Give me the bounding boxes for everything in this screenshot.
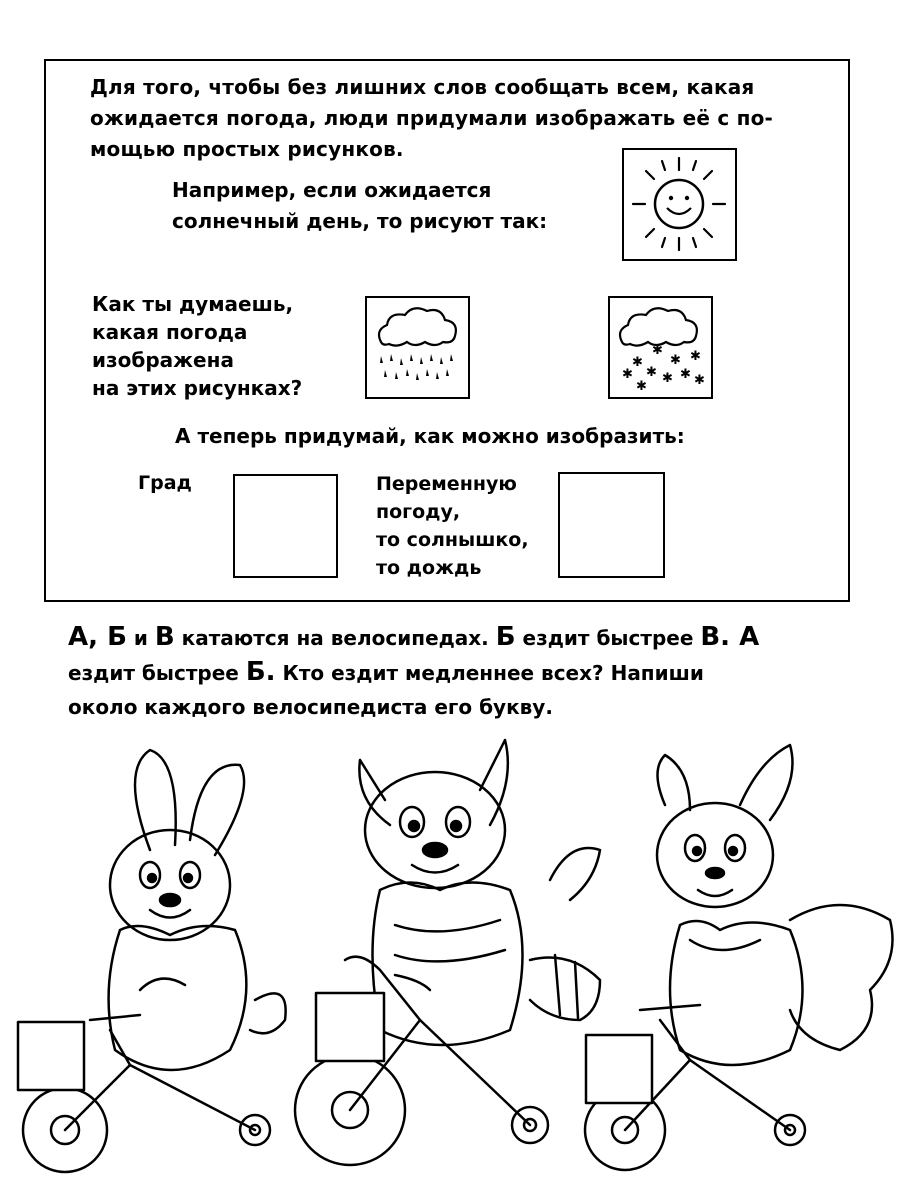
snow-picture xyxy=(608,296,713,399)
svg-text:✱: ✱ xyxy=(694,373,705,388)
now-invent-text: А теперь придумай, как можно изобразить: xyxy=(175,424,685,448)
variable-weather-drawing-box[interactable] xyxy=(558,472,665,578)
intro-line-3: мощью простых рисунков. xyxy=(90,137,404,161)
bunny-answer-box[interactable] xyxy=(18,1022,84,1090)
svg-text:✱: ✱ xyxy=(632,355,643,370)
puzzle-text-3: ездит быстрее xyxy=(68,661,246,685)
variable-weather-text xyxy=(376,470,529,582)
puzzle-line-2 xyxy=(68,655,838,690)
example-line-2: солнечный день, то рисуют так: xyxy=(172,209,548,233)
example-line-1: Например, если ожидается xyxy=(172,178,492,202)
svg-text:✱: ✱ xyxy=(622,367,633,382)
sun-example-text xyxy=(172,175,547,237)
and-word: и xyxy=(126,626,155,650)
cyclists-illustration xyxy=(0,730,907,1190)
weather-question-text xyxy=(92,290,302,402)
hail-drawing-box[interactable] xyxy=(233,474,338,578)
sun-icon xyxy=(624,150,735,259)
intro-line-2: ожидается погода, люди придумали изображать её с по- xyxy=(90,106,774,130)
hail-label: Град xyxy=(138,472,192,494)
puzzle-text-1: катаются на велосипедах. xyxy=(174,626,496,650)
variable-line-4: то дождь xyxy=(376,557,482,579)
variable-line-3: то солнышко, xyxy=(376,529,529,551)
letter-v: В xyxy=(154,622,175,652)
intro-line-1: Для того, чтобы без лишних слов сообщать всем, какая xyxy=(90,75,755,99)
letter-b: Б xyxy=(107,622,127,652)
puzzle-text-2: ездит быстрее xyxy=(515,626,701,650)
letter-a: А, xyxy=(68,622,108,652)
variable-line-1: Переменную xyxy=(376,473,517,495)
variable-line-2: погоду, xyxy=(376,501,461,523)
question-line-2: какая погода xyxy=(92,320,248,344)
puzzle-text-4: Кто ездит медленнее всех? Напиши xyxy=(275,661,704,685)
snow-cloud-icon xyxy=(610,298,711,397)
letter-a-2: А xyxy=(730,622,760,652)
svg-text:✱: ✱ xyxy=(680,367,691,382)
letter-b-2: Б xyxy=(495,622,516,652)
question-line-1: Как ты думаешь, xyxy=(92,292,294,316)
letter-v-2: В. xyxy=(700,622,731,652)
letter-b-3: Б. xyxy=(245,657,276,687)
raccoon-answer-box[interactable] xyxy=(316,993,384,1061)
sun-picture xyxy=(622,148,737,261)
squirrel-cyclist xyxy=(585,745,893,1170)
question-line-4: на этих рисунках? xyxy=(92,376,303,400)
rain-cloud-icon xyxy=(367,298,468,397)
svg-text:✱: ✱ xyxy=(652,343,663,358)
svg-text:✱: ✱ xyxy=(636,379,647,394)
puzzle-line-3: около каждого велосипедиста его букву. xyxy=(68,695,553,719)
svg-text:✱: ✱ xyxy=(690,349,701,364)
rain-picture xyxy=(365,296,470,399)
svg-text:✱: ✱ xyxy=(662,371,673,386)
question-line-3: изображена xyxy=(92,348,234,372)
raccoon-cyclist xyxy=(295,740,600,1165)
squirrel-answer-box[interactable] xyxy=(586,1035,652,1103)
svg-text:✱: ✱ xyxy=(646,365,657,380)
bunny-cyclist xyxy=(23,750,286,1172)
bike-puzzle-text xyxy=(68,620,838,724)
svg-text:✱: ✱ xyxy=(670,353,681,368)
puzzle-line-1 xyxy=(68,620,838,655)
